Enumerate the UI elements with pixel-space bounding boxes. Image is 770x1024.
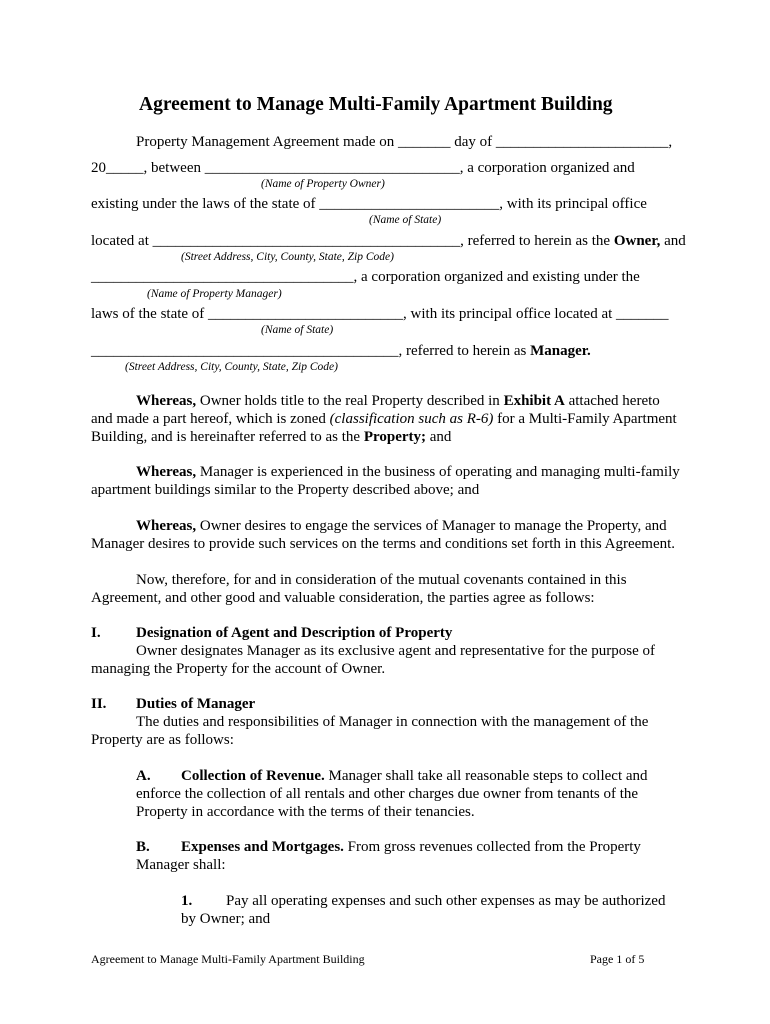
item-a <box>136 767 656 821</box>
intro-line-5: ___________________________________, a corporation organized and existing under the <box>91 269 640 285</box>
whereas-1-text-2: attached hereto and made a part hereof, which is zoned <box>91 393 660 427</box>
exhibit-a-ref: Exhibit A <box>503 393 565 409</box>
section-2-heading: Duties of Manager <box>136 696 256 712</box>
intro-line-2: 20_____, between __________________________________, a corporation organized and <box>91 160 635 176</box>
now-therefore-paragraph <box>91 571 683 607</box>
caption-owner-name: (Name of Property Owner) <box>261 178 385 190</box>
intro-line-6: laws of the state of __________________________, with its principal office located at _______ <box>91 306 669 322</box>
intro-line-3: existing under the laws of the state of ________________________, with its principal office <box>91 196 647 212</box>
section-2-number: II. <box>91 696 107 712</box>
item-a-number: A. <box>136 768 151 784</box>
whereas-keyword: Whereas, <box>136 464 197 480</box>
whereas-paragraph-2 <box>91 463 683 499</box>
manager-term: Manager. <box>530 343 591 359</box>
item-b-number: B. <box>136 839 150 855</box>
whereas-paragraph-1 <box>91 392 683 446</box>
intro-line-4-text: located at _________________________________________, referred to herein as the <box>91 233 614 249</box>
caption-manager-name: (Name of Property Manager) <box>147 288 282 300</box>
intro-line-7 <box>91 342 591 360</box>
document-title: Agreement to Manage Multi-Family Apartment Building <box>139 94 613 115</box>
item-1 <box>181 892 676 928</box>
whereas-keyword: Whereas, <box>136 393 197 409</box>
whereas-2-text: Manager is experienced in the business of operating and managing multi-family apartment buildings similar to the Property described above; and <box>91 464 680 498</box>
footer-document-title: Agreement to Manage Multi-Family Apartment Building <box>91 952 365 966</box>
item-b <box>136 838 656 874</box>
item-b-heading: Expenses and Mortgages. <box>181 839 344 855</box>
caption-manager-address: (Street Address, City, County, State, Zip Code) <box>125 361 338 373</box>
section-2 <box>91 695 683 749</box>
item-1-number: 1. <box>181 893 193 909</box>
whereas-1-text-4: and <box>426 429 452 445</box>
caption-state: (Name of State) <box>369 214 442 226</box>
section-2-text: The duties and responsibilities of Manager in connection with the management of the Property are as follows: <box>91 714 649 748</box>
intro-line-4-end: and <box>660 233 686 249</box>
whereas-1-text: Owner holds title to the real Property described in <box>196 393 504 409</box>
section-1-number: I. <box>91 625 101 641</box>
footer-page-number: Page 1 of 5 <box>590 952 645 966</box>
section-1 <box>91 624 683 678</box>
item-a-heading: Collection of Revenue. <box>181 768 325 784</box>
section-1-heading: Designation of Agent and Description of Property <box>136 625 453 641</box>
caption-manager-state: (Name of State) <box>261 324 334 336</box>
item-a-text: Manager shall take all reasonable steps to collect and enforce the collection of all rentals and other charges due owner from tenants of the Property in accordance with the terms of their tenancies. <box>136 768 648 820</box>
whereas-keyword: Whereas, <box>136 518 197 534</box>
caption-owner-address: (Street Address, City, County, State, Zip Code) <box>181 251 394 263</box>
intro-line-1: Property Management Agreement made on _______ day of _______________________, <box>136 134 673 150</box>
section-1-text: Owner designates Manager as its exclusive agent and representative for the purpose of managing the Property for the account of Owner. <box>91 643 655 677</box>
whereas-paragraph-3 <box>91 517 683 553</box>
whereas-3-text: Owner desires to engage the services of Manager to manage the Property, and Manager desires to provide such services on the terms and conditions set forth in this Agreement. <box>91 518 676 552</box>
zoning-placeholder: (classification such as R-6) <box>329 411 494 427</box>
owner-term: Owner, <box>613 233 661 249</box>
intro-line-4 <box>91 232 686 250</box>
whereas-1-text-3: for a Multi-Family Apartment Building, and is hereinafter referred to as the <box>91 411 677 445</box>
property-term: Property; <box>363 429 427 445</box>
now-therefore-text: Now, therefore, for and in consideration of the mutual covenants contained in this Agreement, and other good and valuable consideration, the parties agree as follows: <box>91 572 627 606</box>
item-b-text: From gross revenues collected from the Property Manager shall: <box>136 839 641 873</box>
intro-line-7-text: _________________________________________, referred to herein as <box>91 343 531 359</box>
item-1-text: Pay all operating expenses and such other expenses as may be authorized by Owner; and <box>181 893 666 927</box>
